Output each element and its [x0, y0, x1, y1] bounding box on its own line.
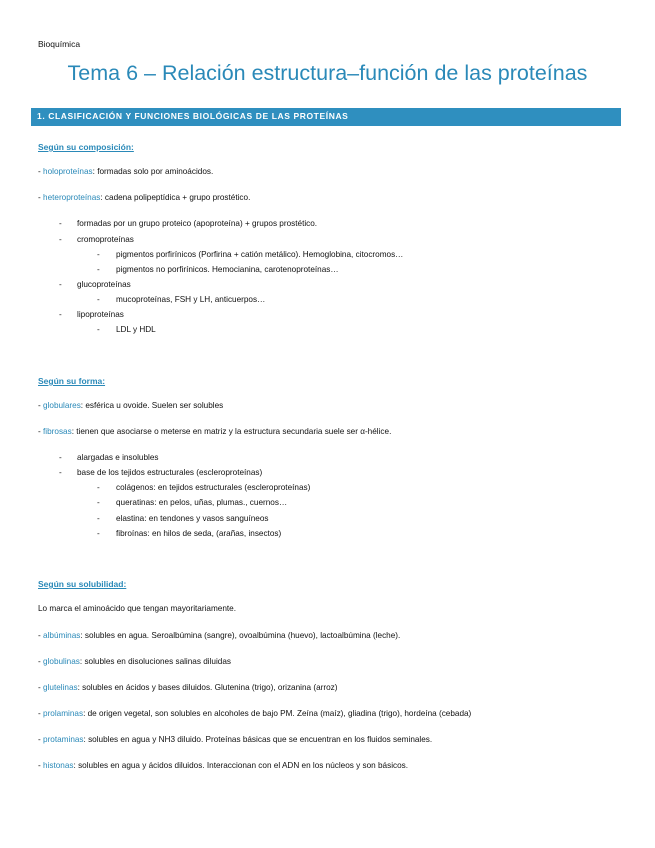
list-item: base de los tejidos estructurales (escleroproteínas): [77, 468, 263, 477]
dash: -: [38, 657, 44, 666]
subheading-forma: Según su forma:: [38, 376, 106, 386]
dash: -: [38, 631, 44, 640]
list-item: mucoproteínas, FSH y LH, anticuerpos…: [116, 295, 266, 304]
list-bullet: -: [59, 280, 62, 289]
term-histonas: histonas: [43, 761, 74, 770]
term-holoproteinas: holoproteínas: [43, 167, 93, 176]
list-bullet: -: [59, 235, 62, 244]
term-heteroproteinas: heteroproteínas: [43, 193, 101, 202]
paragraph-fibrosas: [38, 427, 391, 436]
list-bullet: -: [97, 265, 100, 274]
paragraph-glutelinas: [38, 683, 337, 692]
list-item: colágenos: en tejidos estructurales (escleroproteínas): [116, 483, 311, 492]
dash: -: [38, 427, 44, 436]
list-item: queratinas: en pelos, uñas, plumas., cuernos…: [116, 498, 288, 507]
list-item: elastina: en tendones y vasos sanguíneos: [116, 514, 269, 523]
list-bullet: -: [97, 250, 100, 259]
list-bullet: -: [59, 219, 62, 228]
term-globulares: globulares: [43, 401, 81, 410]
definition: : esférica u ovoide. Suelen ser solubles: [80, 401, 224, 410]
list-bullet: -: [97, 483, 100, 492]
page-title: Tema 6 – Relación estructura–función de las proteínas: [67, 61, 588, 85]
definition: : de origen vegetal, son solubles en alcoholes de bajo PM. Zeína (maíz), gliadina (trigo), hordeína (cebada): [83, 709, 472, 718]
list-item: glucoproteínas: [77, 280, 131, 289]
definition: : solubles en agua y NH3 diluido. Proteínas básicas que se encuentran en los fluidos seminales.: [83, 735, 433, 744]
list-bullet: -: [97, 325, 100, 334]
section-heading-bar: [31, 108, 621, 126]
subheading-solubilidad: Según su solubilidad:: [38, 579, 127, 589]
list-item: pigmentos no porfirínicos. Hemocianina, carotenoproteínas…: [116, 265, 339, 274]
term-globulinas: globulinas: [43, 657, 80, 666]
list-item: alargadas e insolubles: [77, 453, 159, 462]
list-bullet: -: [59, 310, 62, 319]
running-header: Bioquímica: [38, 39, 81, 49]
paragraph-albuminas: [38, 631, 400, 640]
term-fibrosas: fibrosas: [43, 427, 72, 436]
dash: -: [38, 735, 44, 744]
paragraph-intro: Lo marca el aminoácido que tengan mayoritariamente.: [38, 604, 236, 613]
definition: : tienen que asociarse o meterse en matriz y la estructura secundaria suele ser α-hélice.: [71, 427, 392, 436]
dash: -: [38, 193, 44, 202]
paragraph-prolaminas: [38, 709, 471, 718]
list-item: formadas por un grupo proteico (apoproteína) + grupos prostético.: [77, 219, 318, 228]
list-item: cromoproteínas: [77, 235, 134, 244]
list-bullet: -: [97, 295, 100, 304]
definition: : cadena polipeptídica + grupo prostético.: [100, 193, 251, 202]
dash: -: [38, 761, 44, 770]
list-bullet: -: [97, 514, 100, 523]
definition: : solubles en disoluciones salinas diluidas: [79, 657, 231, 666]
list-bullet: -: [59, 468, 62, 477]
paragraph-globulinas: [38, 657, 231, 666]
paragraph-globulares: [38, 401, 223, 410]
section-heading: 1. CLASIFICACIÓN Y FUNCIONES BIOLÓGICAS DE LAS PROTEÍNAS: [37, 111, 349, 121]
term-albuminas: albúminas: [43, 631, 81, 640]
list-item: lipoproteínas: [77, 310, 124, 319]
dash: -: [38, 401, 44, 410]
definition: : formadas solo por aminoácidos.: [92, 167, 214, 176]
list-bullet: -: [59, 453, 62, 462]
term-protaminas: protaminas: [43, 735, 84, 744]
paragraph-histonas: [38, 761, 408, 770]
list-item: pigmentos porfirínicos (Porfirina + catión metálico). Hemoglobina, citocromos…: [116, 250, 404, 259]
definition: : solubles en agua. Seroalbúmina (sangre), ovoalbúmina (huevo), lactoalbúmina (leche).: [80, 631, 401, 640]
definition: : solubles en agua y ácidos diluidos. Interaccionan con el ADN en los núcleos y son básicos.: [73, 761, 409, 770]
list-item: fibroínas: en hilos de seda, (arañas, insectos): [116, 529, 282, 538]
definition: : solubles en ácidos y bases diluidos. Glutenina (trigo), orizanina (arroz): [77, 683, 338, 692]
term-prolaminas: prolaminas: [43, 709, 84, 718]
subheading-composicion: Según su composición:: [38, 142, 134, 152]
dash: -: [38, 167, 44, 176]
paragraph-protaminas: [38, 735, 432, 744]
dash: -: [38, 709, 44, 718]
paragraph-holoproteinas: [38, 167, 213, 176]
list-bullet: -: [97, 498, 100, 507]
term-glutelinas: glutelinas: [43, 683, 78, 692]
dash: -: [38, 683, 44, 692]
paragraph-heteroproteinas: [38, 193, 250, 202]
list-item: LDL y HDL: [116, 325, 156, 334]
list-bullet: -: [97, 529, 100, 538]
